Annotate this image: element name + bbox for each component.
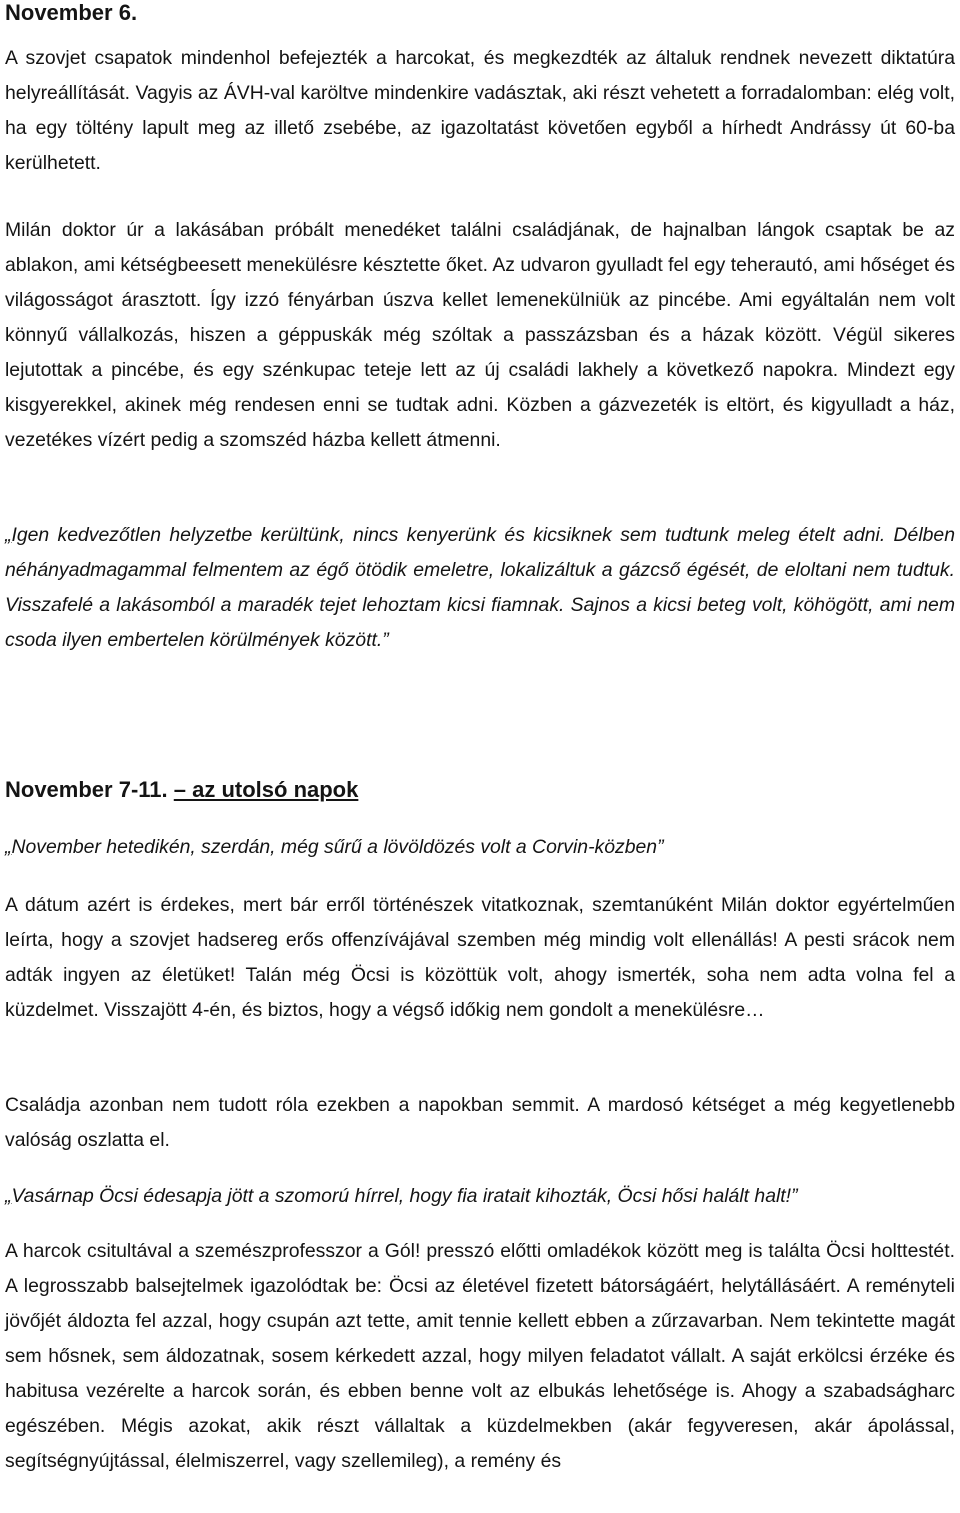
quote-open-mark: „ bbox=[5, 524, 12, 546]
heading-subtitle: – az utolsó napok bbox=[173, 777, 359, 802]
quote-open-mark: „ bbox=[5, 1185, 12, 1207]
paragraph-body-found: A harcok csitultával a szemészprofesszor a Gól! presszó előtti omladékok között meg is találta Öcsi holttestét. A legrosszabb balsejtelmek igazolódtak be: Öcsi az életével fizetett bátorságáért, helytállásáért. A reményteli jövőjét áldozta fel azzal, hogy csupán azt tette, amit tennie kellett ebben a zűrzavarban. Nem tekintette magát sem hősnek, sem áldozatnak, sosem kérkedett azzal, hogy milyen feladatot vállalt. A saját erkölcsi érzéke és habitusa vezérelte a harcok során, és ebben benne volt az elbukás lehetősége is. Ahogy a szabadságharc egészében. Mégis azokat, akik részt vállaltak a küzdelmekben (akár fegyveresen, akár ápolással, segítségnyújtással, élelmiszerrel, vagy szellemileg), a remény és bbox=[5, 1240, 955, 1472]
quote-text: Vasárnap Öcsi édesapja jött a szomorú hírrel, hogy fia iratait kihozták, Öcsi hősi halált halt! bbox=[11, 1185, 792, 1207]
quote-sunday-news bbox=[5, 1179, 955, 1214]
paragraph-date-significance: A dátum azért is érdekes, mert bár erről történészek vitatkoznak, szemtanúként Milán doktor egyértelműen leírta, hogy a szovjet hadsereg erős offenzívájával szemben még mindig volt ellenállás! A pesti srácok nem adták ingyen az életüket! Talán még Öcsi is közöttük volt, ahogy ismerték, soha nem adta volna fel a küzdelmet. Visszajött 4-én, és biztos, hogy a végső időkig nem gondolt a menekülésre… bbox=[5, 894, 955, 1021]
quote-open-mark: „ bbox=[5, 836, 12, 858]
paragraph-soviet-troops: A szovjet csapatok mindenhol befejezték a harcokat, és megkezdték az általuk rendnek nevezett diktatúra helyreállítását. Vagyis az ÁVH-val karöltve mindenkire vadásztak, aki részt vehetett a forradalomban: elég volt, ha egy töltény lapult meg az illető zsebébe, az igazoltatást követően egyből a hírhedt Andrássy út 60-ba kerülhetett. bbox=[5, 47, 955, 174]
section-heading-november-6: November 6. bbox=[5, 0, 138, 25]
paragraph-cellar-escape: Milán doktor úr a lakásában próbált menedéket találni családjának, de hajnalban lángok csaptak be az ablakon, ami kétségbeesett menekülésre késztette őket. Az udvaron gyulladt fel egy teherautó, ami hőséget és világosságot árasztott. Így izzó fényárban úszva kellet lemenekülniük az pincébe. Ami egyáltalán nem volt könnyű vállalkozás, hiszen a géppuskák még szóltak a passzázsban és a házak között. Végül sikeres lejutottak a pincébe, és egy szénkupac teteje lett az új családi lakhely a következő napokra. Mindezt egy kisgyerekkel, akinek még rendesen enni se tudtak adni. Közben a gázvezeték is eltört, és kigyulladt a ház, vezetékes vízért pedig a szomszéd házba kellett átmenni. bbox=[5, 219, 955, 451]
quote-text: Igen kedvezőtlen helyzetbe kerültünk, nincs kenyerünk és kicsiknek sem tudtunk meleg ételt adni. Délben néhányadmagammal felmentem az égő ötödik emeletre, lokalizáltuk a gázcső égését, de eloltani nem tudtuk. Visszafelé a lakásomból a maradék tejet lehoztam kicsi fiamnak. Sajnos a kicsi beteg volt, köhögött, ami nem csoda ilyen embertelen körülmények között. bbox=[5, 524, 955, 651]
quote-text: November hetedikén, szerdán, még sűrű a lövöldözés volt a Corvin-közben bbox=[11, 836, 658, 858]
quote-close-mark: ” bbox=[657, 836, 664, 858]
quote-diary-cellar bbox=[5, 518, 955, 658]
section-heading-november-7-11 bbox=[5, 777, 955, 803]
quote-close-mark: ” bbox=[791, 1185, 798, 1207]
heading-date: November 7-11. bbox=[5, 777, 168, 802]
paragraph-family-unaware: Családja azonban nem tudott róla ezekben a napokban semmit. A mardosó kétséget a még kegyetlenebb valóság oszlatta el. bbox=[5, 1094, 955, 1151]
quote-november-seventh bbox=[5, 830, 955, 865]
quote-close-mark: ” bbox=[382, 629, 389, 651]
